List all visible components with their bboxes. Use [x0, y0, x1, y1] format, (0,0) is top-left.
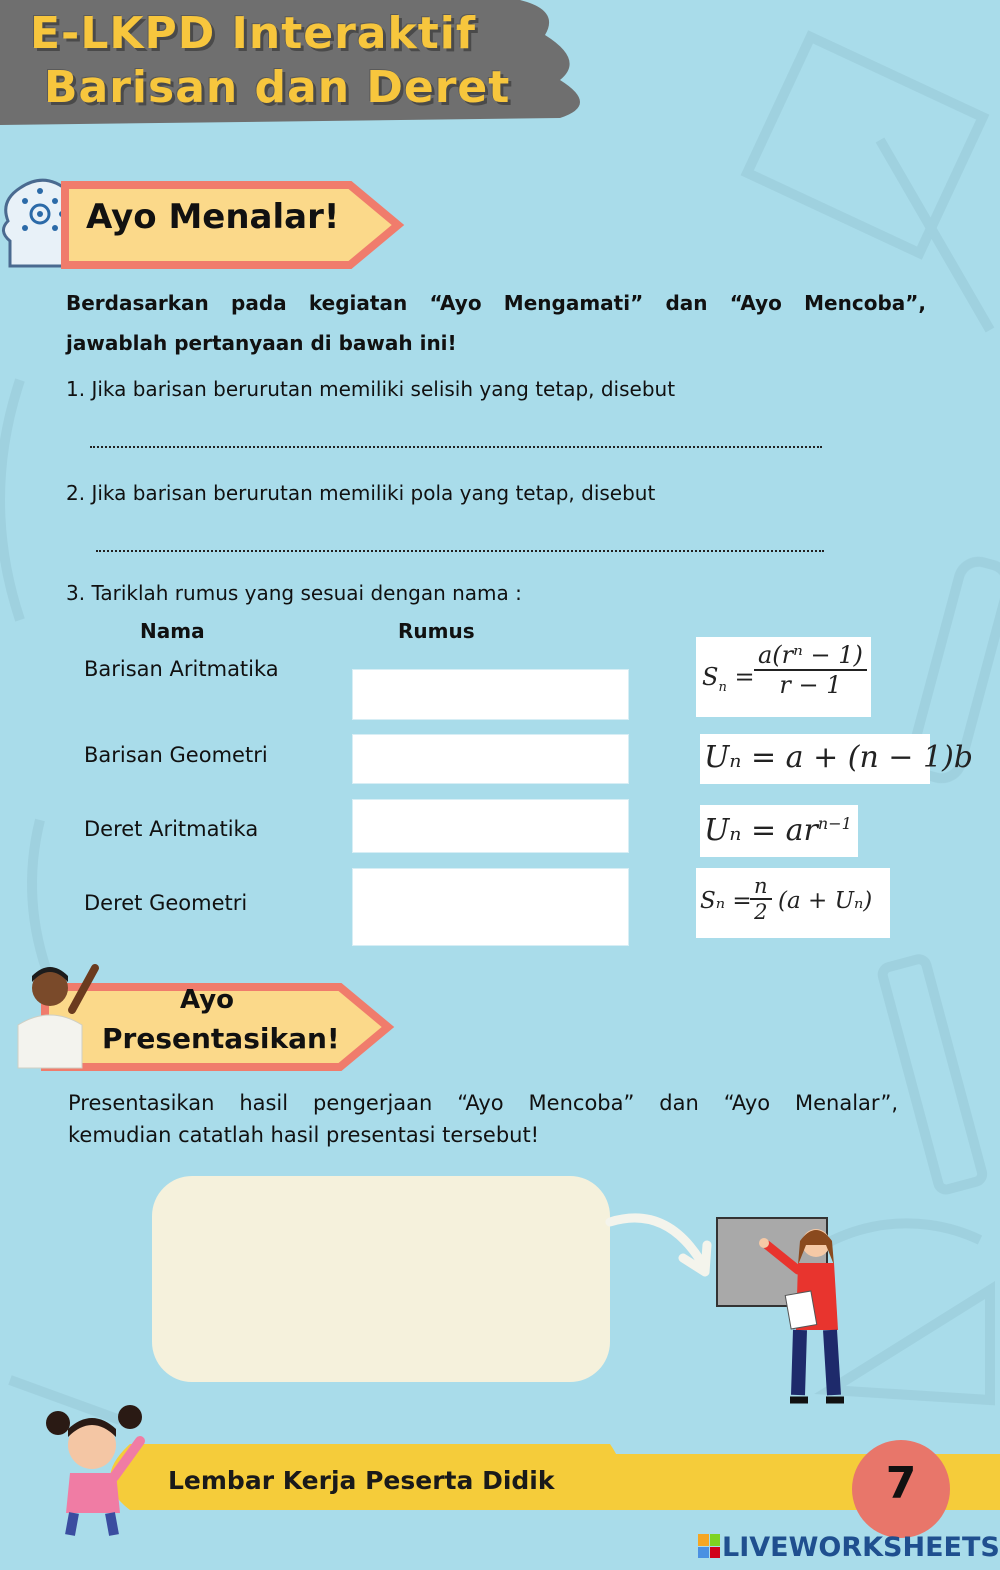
formula-4-denominator: 2 — [754, 900, 768, 924]
answer-line-1[interactable] — [90, 446, 822, 448]
column-header-rumus: Rumus — [398, 619, 475, 643]
formula-1-denominator: r − 1 — [779, 671, 842, 699]
teacher-board-illustration — [712, 1215, 852, 1410]
name-deret-geometri: Deret Geometri — [84, 891, 248, 915]
header-title-line2: Barisan dan Deret — [44, 62, 511, 113]
present-text-line-2: kemudian catatlah hasil presentasi tersebut! — [68, 1123, 540, 1147]
formula-1-numerator: a(rⁿ − 1) — [754, 641, 867, 671]
section-title-presentasikan: Presentasikan! — [102, 1022, 340, 1055]
curved-arrow-icon — [605, 1200, 720, 1280]
presentation-notes-box[interactable] — [152, 1176, 610, 1382]
liveworksheets-logo-icon — [698, 1534, 720, 1558]
drop-box-barisan-geometri[interactable] — [352, 734, 629, 784]
header-title-line1: E-LKPD Interaktif — [30, 8, 477, 59]
intro-line-1: Berdasarkan pada kegiatan “Ayo Mengamati” dan “Ayo Mencoba”, — [66, 291, 926, 315]
formula-4-lhs: Sₙ = — [700, 888, 752, 914]
formula-4-rhs: (a + Uₙ) — [778, 888, 873, 914]
page-number: 7 — [885, 1458, 917, 1509]
formula-card-arithmetic-sum[interactable] — [696, 868, 890, 938]
liveworksheets-watermark[interactable]: LIVEWORKSHEETS — [722, 1532, 1000, 1563]
formula-1-lhs: S — [702, 663, 719, 691]
name-barisan-geometri: Barisan Geometri — [84, 743, 268, 767]
intro-line-2: jawablah pertanyaan di bawah ini! — [66, 331, 457, 355]
teacher-waving-icon — [10, 960, 105, 1070]
question-3: 3. Tariklah rumus yang sesuai dengan nama : — [66, 581, 522, 605]
formula-3-base: Uₙ = ar — [704, 813, 818, 848]
name-barisan-aritmatika: Barisan Aritmatika — [84, 657, 279, 681]
answer-line-2[interactable] — [96, 550, 824, 552]
footer-label: Lembar Kerja Peserta Didik — [168, 1466, 555, 1495]
question-2: 2. Jika barisan berurutan memiliki pola yang tetap, disebut — [66, 481, 656, 505]
section-title-ayo-menalar: Ayo Menalar! — [86, 197, 340, 237]
column-header-nama: Nama — [140, 619, 205, 643]
formula-2-text: Uₙ = a + (n − 1)b — [704, 740, 973, 775]
formula-1-sub: n — [718, 679, 727, 695]
drop-box-deret-aritmatika[interactable] — [352, 799, 629, 853]
girl-cheering-illustration — [30, 1395, 160, 1540]
drop-box-deret-geometri[interactable] — [352, 868, 629, 946]
formula-card-arithmetic-term[interactable] — [700, 734, 973, 784]
name-deret-aritmatika: Deret Aritmatika — [84, 817, 259, 841]
section-title-ayo-line: Ayo — [180, 985, 235, 1015]
formula-card-geometric-sum[interactable]: $S_n$ = $\frac{\text{a(rⁿ − 1)}}{r - 1}$ — [696, 637, 871, 717]
formula-4-numerator: n — [750, 874, 772, 900]
drop-box-barisan-aritmatika[interactable] — [352, 669, 629, 720]
question-1: 1. Jika barisan berurutan memiliki selisih yang tetap, disebut — [66, 377, 676, 401]
formula-3-exponent: n−1 — [817, 814, 852, 833]
present-text-line-1: Presentasikan hasil pengerjaan “Ayo Mencoba” dan “Ayo Menalar”, — [68, 1091, 898, 1115]
formula-card-geometric-term[interactable] — [700, 805, 858, 857]
